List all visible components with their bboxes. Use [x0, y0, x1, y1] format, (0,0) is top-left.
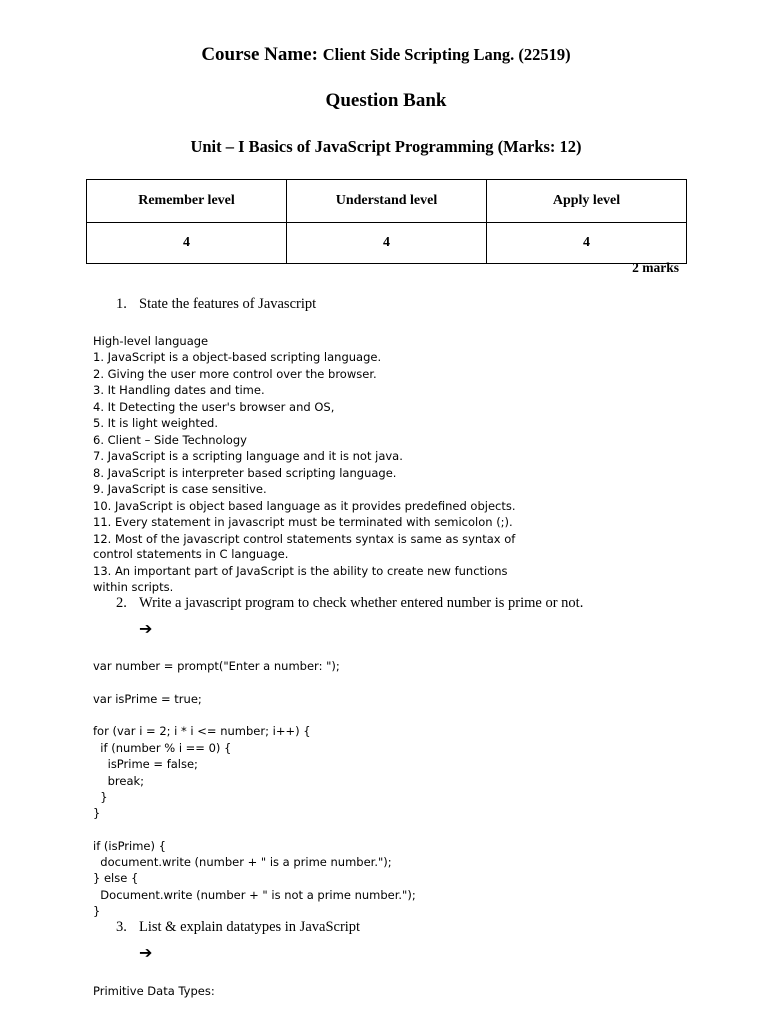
question-number: 2.: [116, 595, 127, 611]
answer-line: 8. JavaScript is interpreter based scripting language.: [93, 465, 397, 480]
question-2: [116, 595, 583, 612]
answer-line: High-level language: [93, 334, 209, 348]
value-understand: 4: [287, 223, 487, 264]
answer-line: control statements in C language.: [93, 547, 289, 561]
question-number: 3.: [116, 919, 127, 935]
answer-line: 6. Client – Side Technology: [93, 432, 247, 447]
header-remember: Remember level: [87, 180, 287, 223]
code-line: Document.write (number + " is not a prime number.");: [93, 887, 416, 902]
code-line: }: [93, 789, 108, 804]
answer-line: 3. It Handling dates and time.: [93, 383, 265, 397]
code-line: }: [93, 806, 101, 820]
question-text: List & explain datatypes in JavaScript: [139, 919, 361, 935]
answer-line: Primitive Data Types:: [93, 984, 215, 998]
answer-line: 13. An important part of JavaScript is the ability to create new functions: [93, 563, 508, 578]
code-line: var isPrime = true;: [93, 691, 202, 706]
levels-value-row: [87, 223, 687, 264]
code-line: break;: [93, 773, 145, 788]
answer-line: within scripts.: [93, 580, 174, 594]
marks-note: 2 marks: [632, 260, 679, 275]
levels-table: [86, 179, 687, 264]
header-understand: Understand level: [287, 180, 487, 223]
course-label: Course Name:: [201, 44, 318, 65]
arrow-right-icon: ➔: [139, 619, 153, 638]
answer-line: 7. JavaScript is a scripting language and it is not java.: [93, 449, 403, 463]
code-line: isPrime = false;: [93, 757, 198, 771]
code-line: document.write (number + " is a prime number.");: [93, 855, 392, 869]
answer-line: 10. JavaScript is object based language as it provides predefined objects.: [93, 498, 516, 513]
question-number: 1.: [116, 296, 127, 312]
question-text: Write a javascript program to check whether entered number is prime or not.: [139, 595, 584, 611]
code-line: } else {: [93, 871, 139, 885]
page-title: Question Bank: [325, 90, 447, 111]
answer-line: 1. JavaScript is a object-based scripting language.: [93, 350, 382, 364]
value-apply: 4: [487, 223, 687, 264]
answer-line: 4. It Detecting the user's browser and OS,: [93, 399, 335, 414]
value-remember: 4: [87, 223, 287, 264]
arrow-right-icon: ➔: [139, 943, 153, 962]
question-3: [116, 919, 360, 936]
code-line: if (isPrime) {: [93, 838, 166, 853]
answer-line: 5. It is light weighted.: [93, 416, 218, 430]
answer-line: 11. Every statement in javascript must be terminated with semicolon (;).: [93, 515, 513, 529]
question-1: [116, 296, 316, 313]
unit-title: Unit – I Basics of JavaScript Programming (Marks: 12): [190, 137, 582, 156]
course-value: Client Side Scripting Lang. (22519): [322, 45, 571, 64]
levels-header-row: [87, 180, 687, 223]
answer-line: 2. Giving the user more control over the browser.: [93, 366, 377, 381]
code-line: for (var i = 2; i * i <= number; i++) {: [93, 724, 311, 738]
question-text: State the features of Javascript: [139, 296, 317, 312]
header-apply: Apply level: [487, 180, 687, 223]
course-title: [0, 44, 768, 66]
code-line: var number = prompt("Enter a number: ");: [93, 659, 340, 673]
answer-line: 9. JavaScript is case sensitive.: [93, 482, 267, 496]
code-line: if (number % i == 0) {: [93, 740, 232, 755]
code-line: }: [93, 904, 101, 918]
answer-line: 12. Most of the javascript control statements syntax is same as syntax of: [93, 531, 516, 546]
